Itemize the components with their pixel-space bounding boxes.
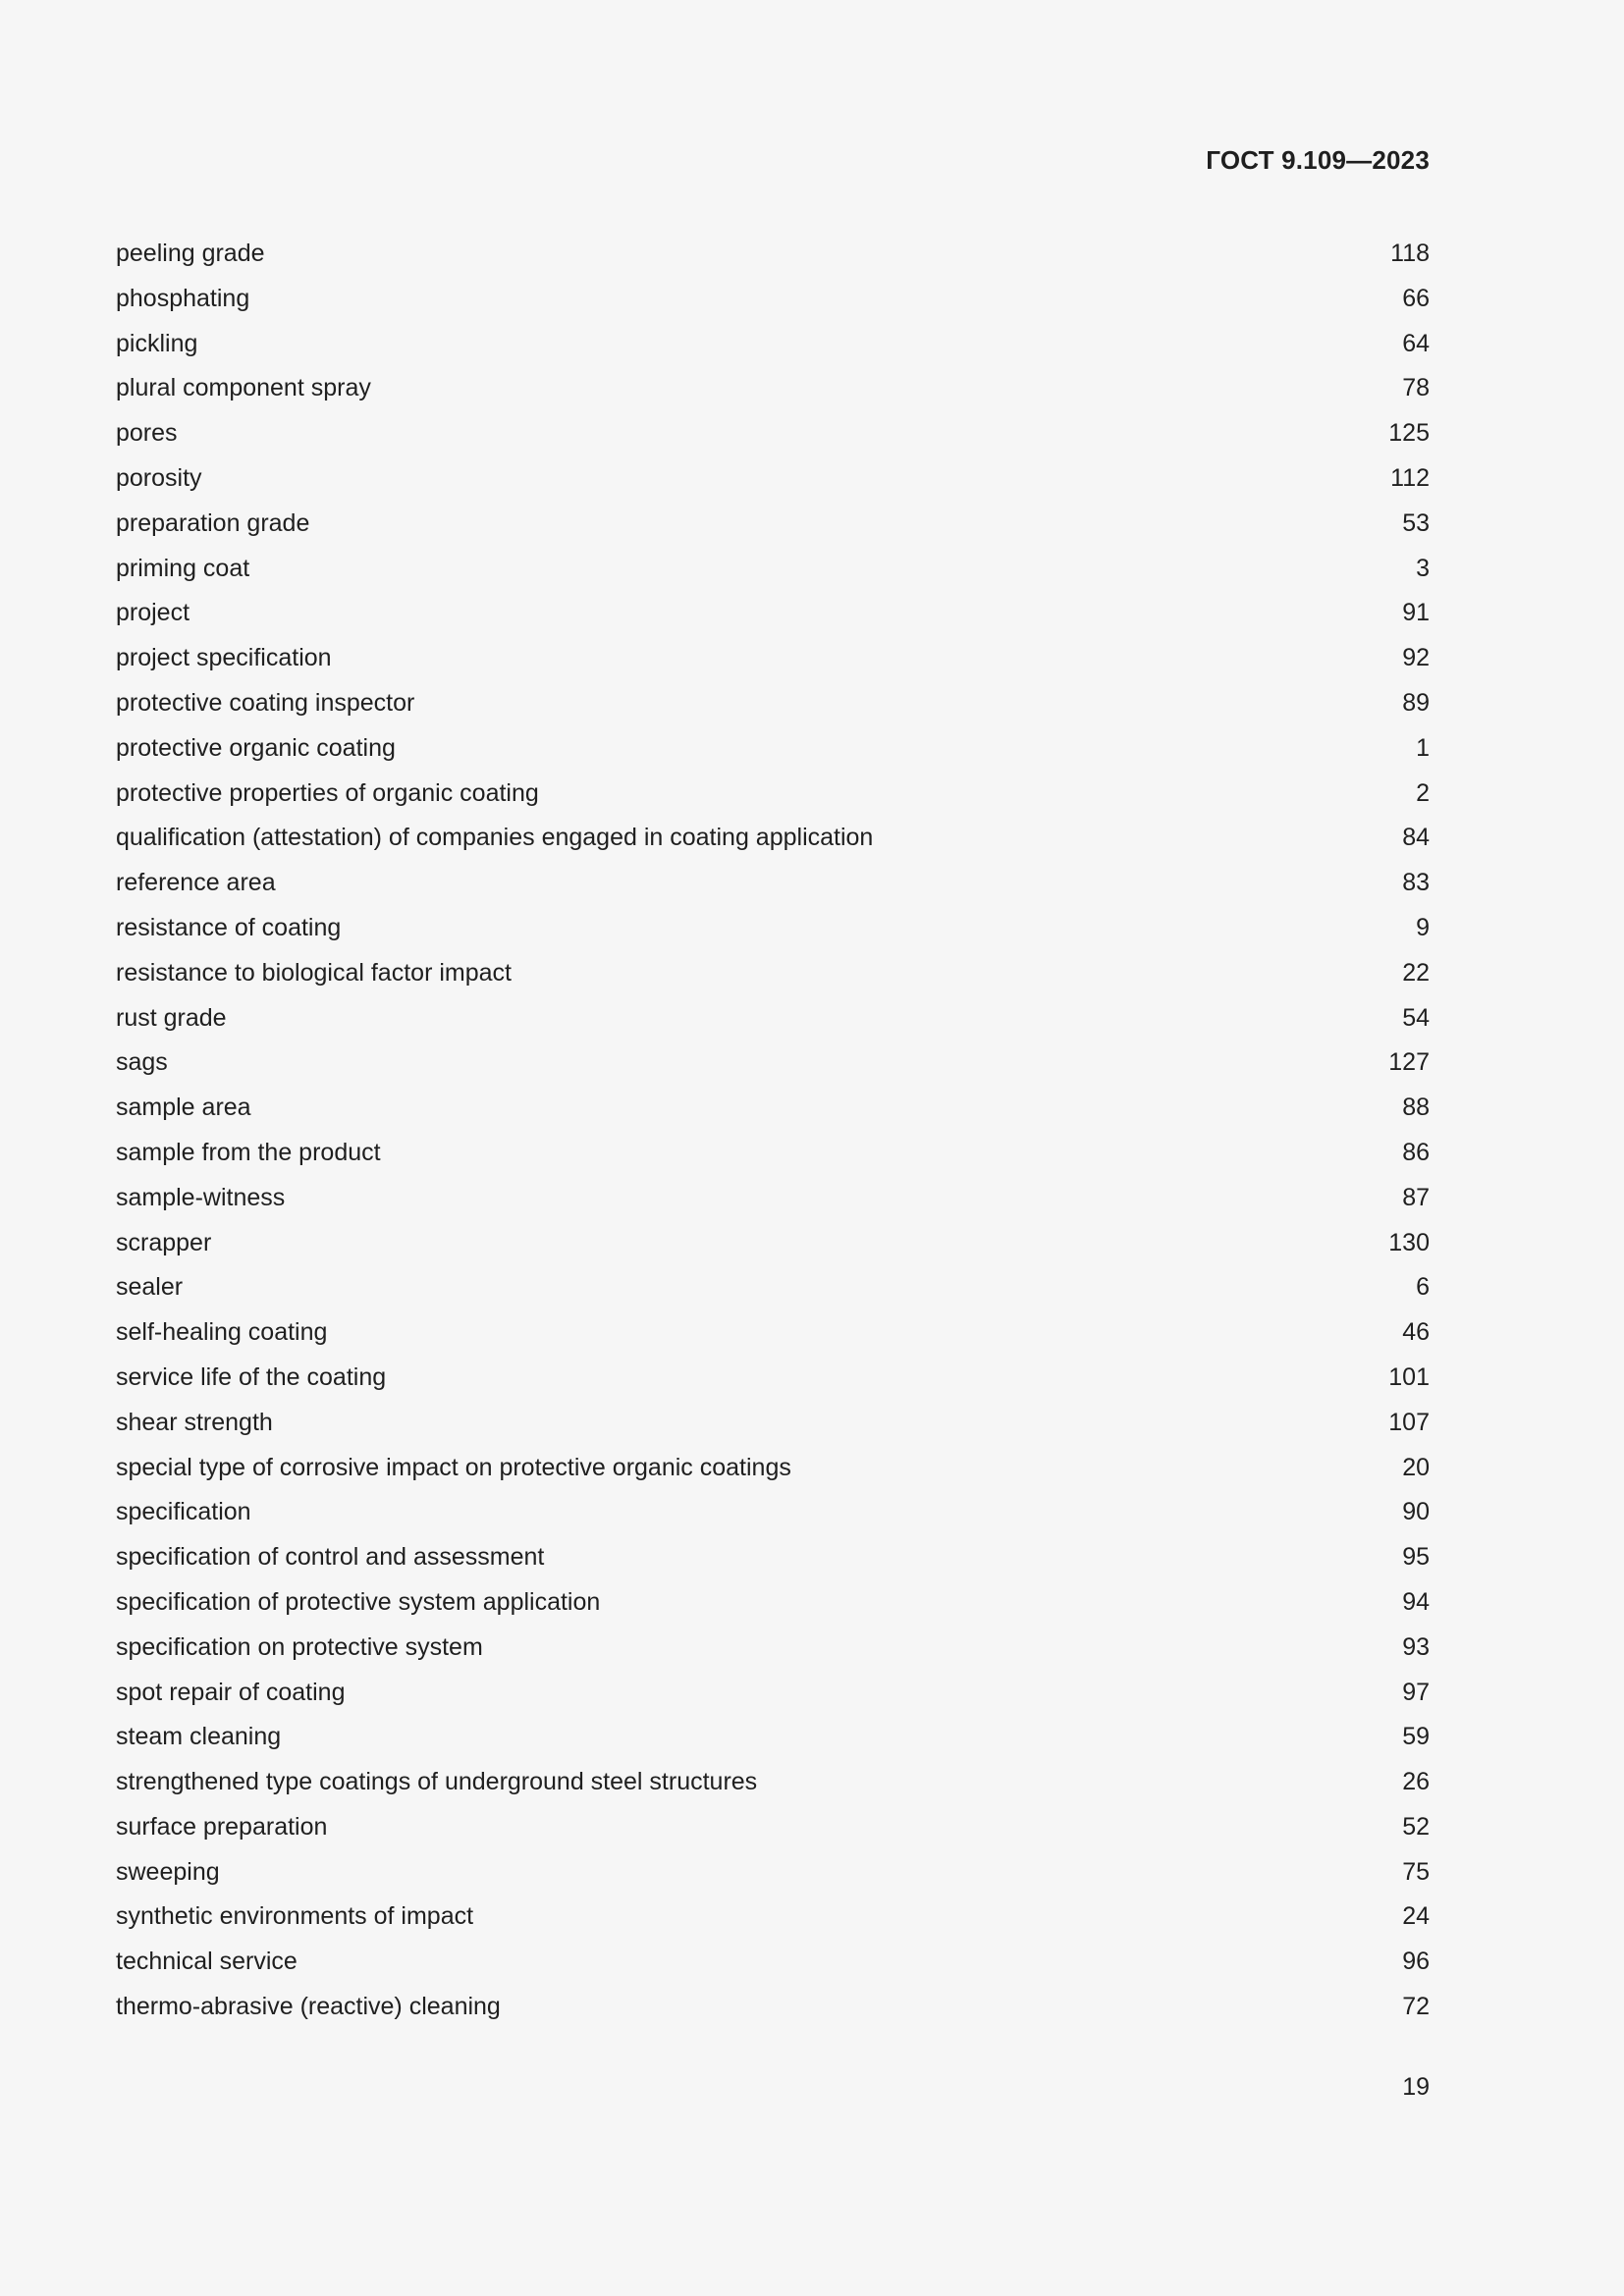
index-term-number: 66	[1402, 284, 1430, 312]
index-term: porosity	[116, 463, 202, 492]
index-term-number: 92	[1402, 644, 1430, 672]
index-entry	[116, 413, 1430, 458]
index-term: synthetic environments of impact	[116, 1902, 474, 1931]
index-term: surface preparation	[116, 1812, 328, 1841]
index-entry	[116, 1537, 1430, 1582]
index-entry	[116, 1762, 1430, 1807]
index-term: sweeping	[116, 1857, 220, 1886]
index-entry	[116, 1223, 1430, 1268]
index-entry	[116, 234, 1430, 279]
index-term: qualification (attestation) of companies engaged in coating application	[116, 824, 874, 852]
index-entry	[116, 1492, 1430, 1537]
index-term-number: 130	[1388, 1228, 1430, 1256]
index-term-number: 107	[1388, 1408, 1430, 1436]
index-term: spot repair of coating	[116, 1678, 346, 1706]
index-entry	[116, 863, 1430, 908]
index-term: pickling	[116, 329, 198, 357]
index-term-number: 72	[1402, 1993, 1430, 2021]
index-term: protective properties of organic coating	[116, 778, 539, 807]
index-term: phosphating	[116, 284, 250, 312]
index-term-number: 59	[1402, 1723, 1430, 1751]
index-term-number: 54	[1402, 1003, 1430, 1032]
index-entry	[116, 818, 1430, 863]
index-term: peeling grade	[116, 240, 265, 267]
index-term-number: 91	[1402, 599, 1430, 627]
index-term-number: 20	[1402, 1453, 1430, 1481]
index-entry	[116, 638, 1430, 683]
index-term: self-healing coating	[116, 1318, 328, 1347]
index-entry	[116, 593, 1430, 638]
index-term: service life of the coating	[116, 1362, 387, 1391]
index-term-number: 1	[1416, 733, 1430, 762]
index-term-number: 46	[1402, 1318, 1430, 1347]
index-term-number: 89	[1402, 688, 1430, 717]
index-entry	[116, 1717, 1430, 1762]
index-term-number: 22	[1402, 958, 1430, 987]
index-entry	[116, 953, 1430, 998]
index-term-number: 87	[1402, 1183, 1430, 1211]
index-term: steam cleaning	[116, 1723, 282, 1751]
index-term: sample-witness	[116, 1183, 286, 1211]
index-entry	[116, 683, 1430, 728]
index-term: sample area	[116, 1094, 251, 1122]
index-entry	[116, 504, 1430, 549]
index-term: special type of corrosive impact on protective organic coatings	[116, 1453, 791, 1481]
index-term-number: 9	[1416, 913, 1430, 941]
index-term: resistance to biological factor impact	[116, 958, 512, 987]
document-header: ГОСТ 9.109—2023	[1206, 145, 1430, 175]
index-term: plural component spray	[116, 374, 371, 402]
index-term-number: 24	[1402, 1902, 1430, 1931]
index-entry	[116, 1628, 1430, 1673]
index-term-number: 2	[1416, 778, 1430, 807]
index-term-number: 95	[1402, 1543, 1430, 1572]
page-number: 19	[1402, 2073, 1430, 2101]
index-term-number: 3	[1416, 554, 1430, 582]
index-term-number: 96	[1402, 1948, 1430, 1976]
index-term-number: 101	[1388, 1362, 1430, 1391]
index-term: specification on protective system	[116, 1632, 483, 1661]
index-entry	[116, 774, 1430, 819]
index-entry	[116, 549, 1430, 594]
index-term-number: 26	[1402, 1768, 1430, 1796]
index-entry	[116, 1448, 1430, 1493]
index-term-number: 86	[1402, 1138, 1430, 1166]
index-term: specification of control and assessment	[116, 1543, 545, 1572]
index-entry	[116, 1178, 1430, 1223]
index-entry	[116, 1267, 1430, 1312]
index-term: preparation grade	[116, 508, 310, 537]
index-term: resistance of coating	[116, 913, 342, 941]
index-term: reference area	[116, 869, 276, 897]
index-entry	[116, 458, 1430, 504]
index-entry	[116, 368, 1430, 413]
index-entry	[116, 1942, 1430, 1987]
index-term: sags	[116, 1048, 168, 1077]
index-term: pores	[116, 419, 178, 448]
index-entry	[116, 728, 1430, 774]
index-term-number: 75	[1402, 1857, 1430, 1886]
index-term: protective organic coating	[116, 733, 396, 762]
index-entry	[116, 908, 1430, 953]
index-term: sample from the product	[116, 1138, 381, 1166]
index-term: protective coating inspector	[116, 688, 415, 717]
index-entry	[116, 1896, 1430, 1942]
index-entry	[116, 1358, 1430, 1403]
index-term-number: 6	[1416, 1273, 1430, 1302]
index-term: specification of protective system application	[116, 1587, 601, 1616]
index-entry	[116, 1403, 1430, 1448]
index-entry	[116, 1987, 1430, 2032]
index-entry	[116, 1582, 1430, 1628]
index-entry	[116, 279, 1430, 324]
index-term-number: 78	[1402, 374, 1430, 402]
index-term-number: 97	[1402, 1678, 1430, 1706]
index-term-number: 53	[1402, 508, 1430, 537]
index-term: scrapper	[116, 1228, 212, 1256]
index-term-number: 93	[1402, 1632, 1430, 1661]
index-term: shear strength	[116, 1408, 273, 1436]
index-entry	[116, 324, 1430, 369]
index-term: project	[116, 599, 190, 627]
index-term-number: 84	[1402, 824, 1430, 852]
index-entry	[116, 1133, 1430, 1178]
index-entry	[116, 1042, 1430, 1088]
index-term-number: 125	[1388, 419, 1430, 448]
index-term: priming coat	[116, 554, 250, 582]
index-term-number: 88	[1402, 1094, 1430, 1122]
index-term-number: 83	[1402, 869, 1430, 897]
index-term-number: 112	[1390, 463, 1430, 492]
index-entry	[116, 998, 1430, 1043]
index-term-number: 90	[1402, 1498, 1430, 1526]
index-term: sealer	[116, 1273, 184, 1302]
index-term: project specification	[116, 644, 332, 672]
index-entry	[116, 1312, 1430, 1358]
index-term: strengthened type coatings of underground steel structures	[116, 1768, 758, 1796]
index-entry	[116, 1807, 1430, 1852]
index-term-number: 64	[1402, 329, 1430, 357]
index-entry	[116, 1673, 1430, 1718]
index-term-number: 118	[1390, 240, 1430, 267]
index-term: specification	[116, 1498, 251, 1526]
index-term: thermo-abrasive (reactive) cleaning	[116, 1993, 501, 2021]
index-term-number: 94	[1402, 1587, 1430, 1616]
index-term-number: 52	[1402, 1812, 1430, 1841]
index-entry	[116, 1088, 1430, 1133]
index-term: technical service	[116, 1948, 298, 1976]
index-term: rust grade	[116, 1003, 227, 1032]
index-entry	[116, 1852, 1430, 1897]
index-term-number: 127	[1388, 1048, 1430, 1077]
alphabetical-index	[116, 234, 1430, 2032]
